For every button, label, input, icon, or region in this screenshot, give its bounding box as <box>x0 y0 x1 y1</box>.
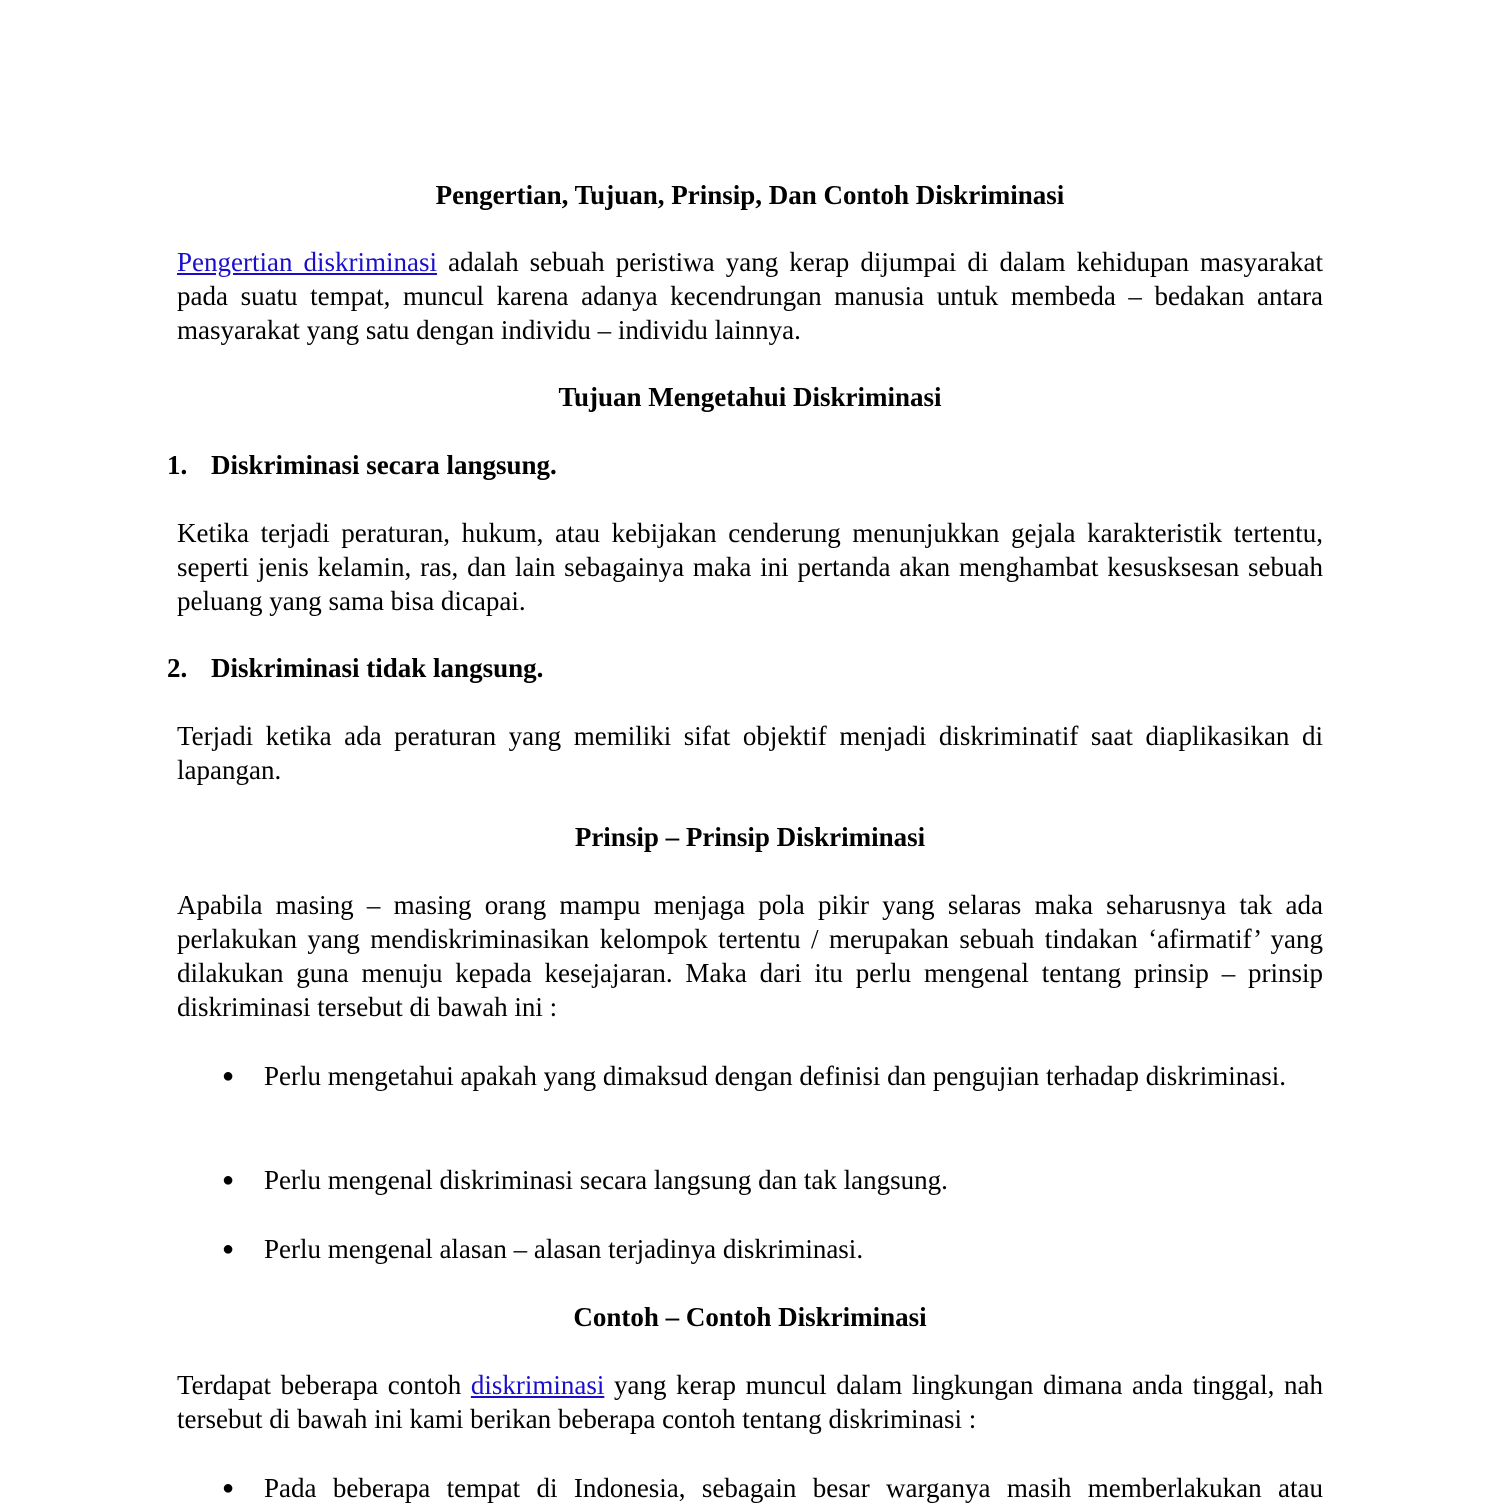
pengertian-link[interactable]: Pengertian diskriminasi <box>177 247 438 277</box>
contoh-bullet-1: Pada beberapa tempat di Indonesia, sebagain besar warganya masih memberlakukan atau <box>264 1473 1323 1503</box>
list-item-2-text: Terjadi ketika ada peraturan yang memiliki sifat objektif menjadi diskriminatif saat diaplikasikan di lapangan. <box>177 721 1323 785</box>
bullet-icon: ● <box>222 1169 235 1191</box>
heading-tujuan: Tujuan Mengetahui Diskriminasi <box>558 382 942 412</box>
list-title: Diskriminasi tidak langsung. <box>211 653 544 683</box>
contoh-text-before: Terdapat beberapa contoh <box>177 1370 471 1400</box>
list-item-1-title <box>167 448 557 482</box>
list-number: 2. <box>167 653 188 683</box>
bullet-icon: ● <box>222 1065 235 1087</box>
prinsip-bullet-3: Perlu mengenal alasan – alasan terjadinya diskriminasi. <box>264 1234 864 1264</box>
contoh-paragraph <box>177 1368 1323 1436</box>
intro-text: adalah sebuah peristiwa yang kerap dijumpai di dalam kehidupan masyarakat pada suatu tempat, muncul karena adanya kecendrungan manusia untuk membeda – bedakan antara masyarakat yang satu dengan individu – individu lainnya. <box>177 247 1323 345</box>
bullet-icon: ● <box>222 1238 235 1260</box>
diskriminasi-link[interactable]: diskriminasi <box>470 1370 605 1400</box>
heading-prinsip: Prinsip – Prinsip Diskriminasi <box>574 822 926 852</box>
list-number: 1. <box>167 450 188 480</box>
list-item-1-text: Ketika terjadi peraturan, hukum, atau kebijakan cenderung menunjukkan gejala karakteristik tertentu, seperti jenis kelamin, ras, dan lain sebagainya maka ini pertanda akan menghambat kesusksesan sebuah peluang yang sama bisa dicapai. <box>177 518 1323 616</box>
list-title: Diskriminasi secara langsung. <box>211 450 557 480</box>
bullet-icon: ● <box>222 1477 235 1499</box>
prinsip-bullet-1: Perlu mengetahui apakah yang dimaksud dengan definisi dan pengujian terhadap diskriminasi. <box>264 1061 1286 1091</box>
prinsip-paragraph: Apabila masing – masing orang mampu menjaga pola pikir yang selaras maka seharusnya tak ada perlakukan yang mendiskriminasikan kelompok tertentu / merupakan sebuah tindakan ‘afirmatif’ yang dilakukan guna menuju kepada kesejajaran. Maka dari itu perlu mengenal tentang prinsip – prinsip diskriminasi tersebut di bawah ini : <box>177 890 1323 1022</box>
list-item-2-title <box>167 651 543 685</box>
intro-paragraph <box>177 245 1323 347</box>
page-title: Pengertian, Tujuan, Prinsip, Dan Contoh Diskriminasi <box>435 180 1065 210</box>
prinsip-bullet-2: Perlu mengenal diskriminasi secara langsung dan tak langsung. <box>264 1165 948 1195</box>
contoh-text-after: yang kerap muncul dalam lingkungan dimana anda tinggal, nah tersebut di bawah ini kami berikan beberapa contoh tentang diskriminasi : <box>177 1370 1323 1434</box>
heading-contoh: Contoh – Contoh Diskriminasi <box>573 1302 927 1332</box>
